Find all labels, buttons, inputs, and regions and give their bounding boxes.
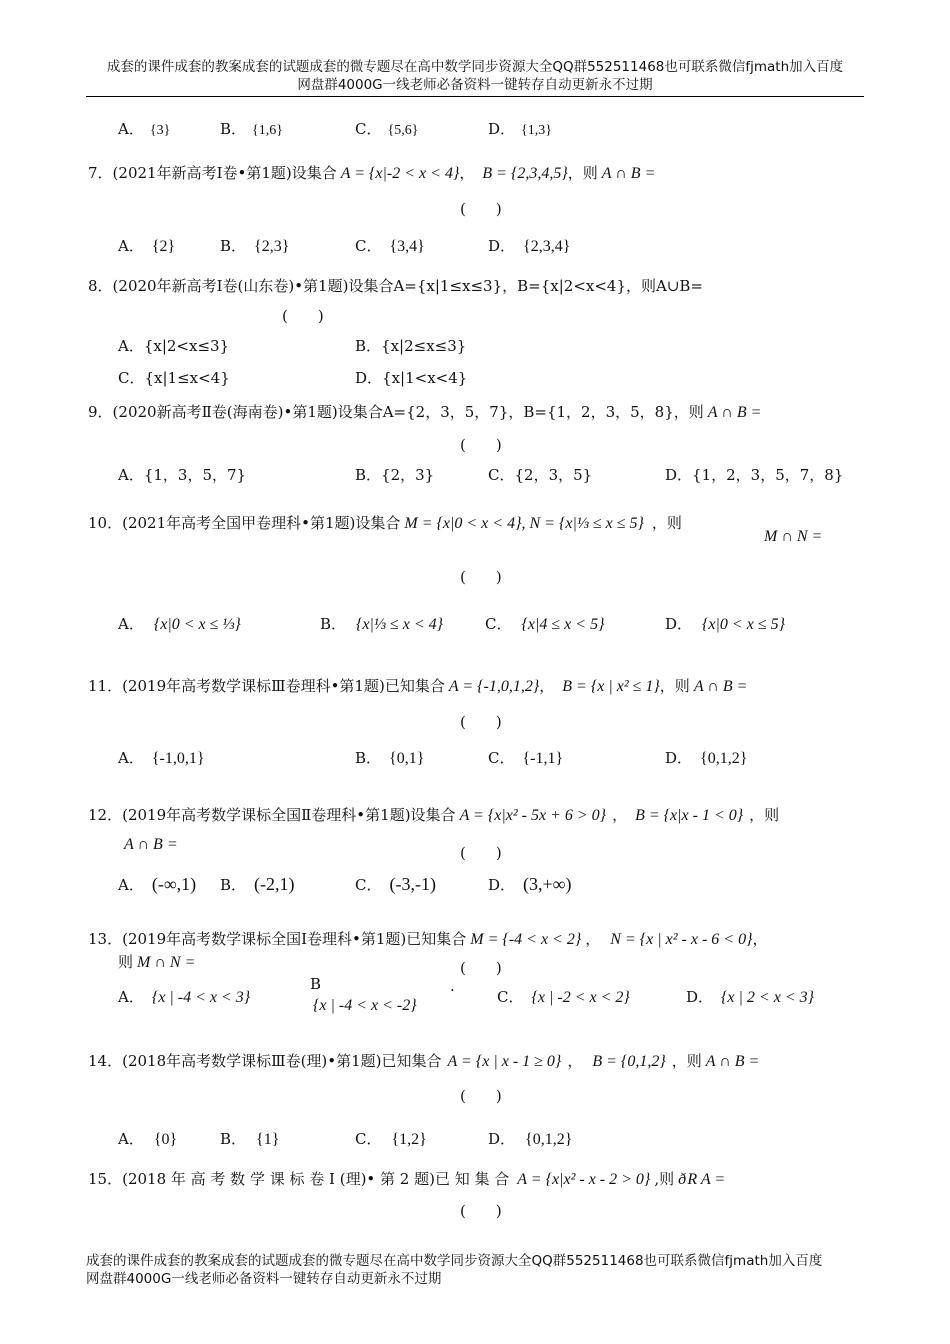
q13-option-c: C． {x | -2 < x < 2} (497, 988, 630, 1006)
q6-option-a: A． {3} (118, 120, 171, 138)
footer-line-1: 成套的课件成套的教案成套的试题成套的微专题尽在高中数学同步资源大全QQ群552511468也可联系微信fjmath加入百度 (86, 1253, 823, 1269)
q7-option-b: B． {2,3} (220, 237, 290, 255)
page-footer (86, 1252, 876, 1288)
q14-answer-blank: ( ) (460, 1087, 502, 1105)
q8-stem: 8．(2020年新高考Ⅰ卷(山东卷)•第1题)设集合A={x|1≤x≤3}，B={x|2<x<4}，则A∪B= (88, 277, 703, 295)
q7-option-c: C． {3,4} (355, 237, 425, 255)
q9-option-b: B．{2，3} (355, 466, 435, 484)
q6-option-d: D． {1,3} (488, 120, 552, 138)
q13-option-b-value: {x | -4 < x < -2} (313, 997, 417, 1014)
q12-option-d: D． (3,+∞) (488, 874, 572, 894)
q12-option-a: A． (-∞,1) (118, 874, 197, 894)
q10-option-a: A． {x|0 < x ≤ ⅓} (118, 615, 241, 633)
q13-stem: 13．(2019年高考数学课标全国Ⅰ卷理科•第1题)已知集合 M = {-4 < x < 2} ， N = {x | x² - x - 6 < 0}， (88, 930, 768, 948)
q13-option-b-dot: . (450, 977, 455, 995)
q14-option-d: D． {0,1,2} (488, 1130, 573, 1148)
q10-option-c: C． {x|4 ≤ x < 5} (485, 615, 605, 633)
q9-answer-blank: ( ) (460, 436, 502, 454)
q11-option-b: B． {0,1} (355, 749, 425, 767)
header-line-2: 网盘群4000G一线老师必备资料一键转存自动更新永不过期 (297, 77, 653, 93)
q7-stem: 7．(2021年新高考Ⅰ卷•第1题)设集合 A = {x|-2 < x < 4}， B = {2,3,4,5}，则 A ∩ B = (88, 164, 656, 182)
q13-answer-blank: ( ) (460, 959, 502, 977)
q13-option-b-label: B (310, 975, 322, 993)
q10-answer-blank: ( ) (460, 568, 502, 586)
q6-option-b: B． {1,6} (220, 120, 283, 138)
q11-option-a: A． {-1,0,1} (118, 749, 205, 767)
q11-option-d: D． {0,1,2} (665, 749, 748, 767)
q7-option-a: A． {2} (118, 237, 176, 255)
q8-option-b: B．{x|2≤x≤3} (355, 337, 467, 355)
q11-stem: 11．(2019年高考数学课标Ⅲ卷理科•第1题)已知集合 A = {-1,0,1,2}， B = {x | x² ≤ 1}，则 A ∩ B = (88, 677, 748, 695)
q12-answer-blank: ( ) (460, 844, 502, 862)
q9-option-c: C．{2，3，5} (488, 466, 593, 484)
q8-option-a: A．{x|2<x≤3} (118, 337, 230, 355)
q6-option-c: C． {5,6} (355, 120, 419, 138)
q10-option-b: B． {x|⅓ ≤ x < 4} (320, 615, 444, 633)
q15-answer-blank: ( ) (460, 1202, 502, 1220)
q10-option-d: D． {x|0 < x ≤ 5} (665, 615, 786, 633)
header-line-1: 成套的课件成套的教案成套的试题成套的微专题尽在高中数学同步资源大全QQ群552511468也可联系微信fjmath加入百度 (106, 59, 844, 75)
q8-option-c: C．{x|1≤x<4} (118, 369, 230, 387)
q13-option-d: D． {x | 2 < x < 3} (686, 988, 815, 1006)
q14-option-a: A． {0} (118, 1130, 178, 1148)
q12-stem: 12．(2019年高考数学课标全国Ⅱ卷理科•第1题)设集合 A = {x|x² - 5x + 6 > 0} ， B = {x|x - 1 < 0} ，则 (88, 806, 780, 824)
q11-answer-blank: ( ) (460, 713, 502, 731)
page-header (86, 58, 864, 97)
q14-option-c: C． {1,2} (355, 1130, 427, 1148)
q13-option-a: A． {x | -4 < x < 3} (118, 988, 251, 1006)
q8-answer-blank: ( ) (282, 307, 324, 325)
q7-option-d: D． {2,3,4} (488, 237, 571, 255)
q13-then: 则 M ∩ N = (118, 953, 196, 971)
q12-option-b: B． (-2,1) (220, 874, 295, 894)
q11-option-c: C． {-1,1} (488, 749, 564, 767)
q9-stem: 9．(2020新高考Ⅱ卷(海南卷)•第1题)设集合A={2，3，5，7}，B={1，2，3，5，8}，则 A ∩ B = (88, 403, 762, 421)
q12-target: A ∩ B = (124, 836, 178, 853)
q9-option-d: D．{1，2，3，5，7，8} (665, 466, 844, 484)
q10-target: M ∩ N = (764, 528, 823, 545)
q14-stem: 14．(2018年高考数学课标Ⅲ卷(理)•第1题)已知集合 A = {x | x - 1 ≥ 0} ， B = {0,1,2} ，则 A ∩ B = (88, 1052, 760, 1070)
q10-stem: 10．(2021年高考全国甲卷理科•第1题)设集合 M = {x|0 < x < 4}, N = {x|⅓ ≤ x ≤ 5} ，则 (88, 514, 682, 532)
footer-line-2: 网盘群4000G一线老师必备资料一键转存自动更新永不过期 (86, 1271, 442, 1287)
q15-stem: 15．(2018 年 高 考 数 学 课 标 卷 Ⅰ (理)• 第 2 题)已 知 集 合 A = {x|x² - x - 2 > 0} ,则 ð R A = (88, 1170, 726, 1188)
q7-answer-blank: ( ) (460, 200, 502, 218)
q14-option-b: B． {1} (220, 1130, 280, 1148)
q12-option-c: C． (-3,-1) (355, 874, 436, 894)
q9-option-a: A．{1，3，5，7} (118, 466, 247, 484)
q8-option-d: D．{x|1<x<4} (355, 369, 468, 387)
